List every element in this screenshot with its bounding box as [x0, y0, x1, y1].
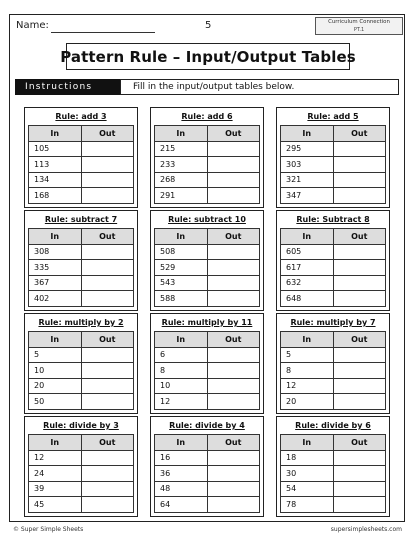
- table-row: [281, 466, 386, 482]
- output-answer-cell[interactable]: [81, 157, 134, 173]
- output-answer-cell[interactable]: [333, 275, 386, 291]
- input-value-cell: 617: [281, 260, 334, 276]
- table-header-row: [29, 229, 134, 245]
- output-answer-cell[interactable]: [207, 394, 260, 410]
- curriculum-connection-label: Curriculum Connection: [328, 19, 390, 25]
- input-value-cell: 20: [281, 394, 334, 410]
- input-value-cell: 50: [29, 394, 82, 410]
- io-table: [280, 125, 386, 204]
- table-rule-title: Rule: divide by 3: [43, 421, 119, 430]
- output-answer-cell[interactable]: [333, 244, 386, 260]
- table-row: [29, 347, 134, 363]
- input-value-cell: 529: [155, 260, 208, 276]
- table-row: [29, 450, 134, 466]
- output-answer-cell[interactable]: [81, 291, 134, 307]
- io-table: [28, 228, 134, 307]
- table-row: [29, 394, 134, 410]
- out-column-header: Out: [207, 332, 260, 348]
- output-answer-cell[interactable]: [207, 141, 260, 157]
- output-answer-cell[interactable]: [207, 157, 260, 173]
- table-row: [155, 141, 260, 157]
- io-table: [154, 125, 260, 204]
- output-answer-cell[interactable]: [207, 481, 260, 497]
- output-answer-cell[interactable]: [207, 450, 260, 466]
- input-value-cell: 48: [155, 481, 208, 497]
- input-value-cell: 10: [155, 378, 208, 394]
- table-header-row: [155, 435, 260, 451]
- output-answer-cell[interactable]: [333, 450, 386, 466]
- table-row: [155, 466, 260, 482]
- output-answer-cell[interactable]: [207, 260, 260, 276]
- out-column-header: Out: [207, 435, 260, 451]
- output-answer-cell[interactable]: [81, 347, 134, 363]
- in-column-header: In: [29, 229, 82, 245]
- in-column-header: In: [281, 435, 334, 451]
- input-value-cell: 367: [29, 275, 82, 291]
- output-answer-cell[interactable]: [333, 378, 386, 394]
- input-value-cell: 105: [29, 141, 82, 157]
- table-rule-title: Rule: divide by 4: [169, 421, 245, 430]
- output-answer-cell[interactable]: [81, 260, 134, 276]
- input-value-cell: 295: [281, 141, 334, 157]
- instructions-label: Instructions: [15, 79, 120, 95]
- output-answer-cell[interactable]: [207, 291, 260, 307]
- page-number: 5: [205, 20, 212, 31]
- input-value-cell: 6: [155, 347, 208, 363]
- output-answer-cell[interactable]: [207, 466, 260, 482]
- output-answer-cell[interactable]: [81, 481, 134, 497]
- table-row: [29, 157, 134, 173]
- output-answer-cell[interactable]: [81, 450, 134, 466]
- input-value-cell: 10: [29, 363, 82, 379]
- input-value-cell: 233: [155, 157, 208, 173]
- output-answer-cell[interactable]: [81, 394, 134, 410]
- input-value-cell: 605: [281, 244, 334, 260]
- table-row: [155, 497, 260, 513]
- input-value-cell: 36: [155, 466, 208, 482]
- input-value-cell: 402: [29, 291, 82, 307]
- output-answer-cell[interactable]: [207, 188, 260, 204]
- footer-website: supersimplesheets.com: [330, 526, 402, 533]
- io-table: [154, 331, 260, 410]
- table-row: [281, 347, 386, 363]
- input-value-cell: 291: [155, 188, 208, 204]
- input-value-cell: 39: [29, 481, 82, 497]
- table-header-row: [281, 435, 386, 451]
- out-column-header: Out: [207, 126, 260, 142]
- output-answer-cell[interactable]: [333, 157, 386, 173]
- out-column-header: Out: [81, 332, 134, 348]
- table-row: [155, 450, 260, 466]
- curriculum-connection-code: PT.1: [353, 27, 365, 33]
- input-value-cell: 78: [281, 497, 334, 513]
- table-header-row: [29, 332, 134, 348]
- table-row: [281, 363, 386, 379]
- table-row: [281, 157, 386, 173]
- in-column-header: In: [29, 126, 82, 142]
- input-value-cell: 30: [281, 466, 334, 482]
- in-column-header: In: [155, 332, 208, 348]
- output-answer-cell[interactable]: [333, 394, 386, 410]
- table-row: [29, 141, 134, 157]
- table-rule-title: Rule: add 5: [307, 112, 359, 121]
- output-answer-cell[interactable]: [333, 291, 386, 307]
- curriculum-connection-box: [315, 17, 403, 35]
- input-value-cell: 543: [155, 275, 208, 291]
- input-value-cell: 321: [281, 172, 334, 188]
- table-row: [29, 275, 134, 291]
- output-answer-cell[interactable]: [333, 141, 386, 157]
- output-answer-cell[interactable]: [81, 363, 134, 379]
- input-value-cell: 632: [281, 275, 334, 291]
- input-value-cell: 64: [155, 497, 208, 513]
- table-row: [155, 347, 260, 363]
- input-value-cell: 16: [155, 450, 208, 466]
- io-table-card: [24, 107, 138, 208]
- input-value-cell: 113: [29, 157, 82, 173]
- io-table: [280, 434, 386, 513]
- input-value-cell: 8: [281, 363, 334, 379]
- input-value-cell: 5: [29, 347, 82, 363]
- output-answer-cell[interactable]: [81, 172, 134, 188]
- output-answer-cell[interactable]: [81, 497, 134, 513]
- io-table-card: [276, 107, 390, 208]
- input-value-cell: 215: [155, 141, 208, 157]
- input-value-cell: 268: [155, 172, 208, 188]
- table-rule-title: Rule: divide by 6: [295, 421, 371, 430]
- table-header-row: [155, 332, 260, 348]
- table-row: [281, 497, 386, 513]
- input-value-cell: 303: [281, 157, 334, 173]
- table-header-row: [29, 126, 134, 142]
- output-answer-cell[interactable]: [207, 497, 260, 513]
- table-row: [155, 378, 260, 394]
- io-table-card: [150, 416, 264, 517]
- output-answer-cell[interactable]: [81, 244, 134, 260]
- output-answer-cell[interactable]: [333, 363, 386, 379]
- table-row: [155, 244, 260, 260]
- input-value-cell: 335: [29, 260, 82, 276]
- footer-copyright: © Super Simple Sheets: [13, 526, 84, 533]
- output-answer-cell[interactable]: [81, 141, 134, 157]
- io-table: [28, 125, 134, 204]
- input-value-cell: 588: [155, 291, 208, 307]
- in-column-header: In: [281, 229, 334, 245]
- input-value-cell: 8: [155, 363, 208, 379]
- io-table: [28, 434, 134, 513]
- io-table-card: [150, 107, 264, 208]
- table-row: [281, 275, 386, 291]
- input-value-cell: 54: [281, 481, 334, 497]
- output-answer-cell[interactable]: [333, 497, 386, 513]
- output-answer-cell[interactable]: [333, 188, 386, 204]
- io-table: [154, 434, 260, 513]
- table-row: [155, 291, 260, 307]
- table-header-row: [281, 229, 386, 245]
- worksheet-title: Pattern Rule – Input/Output Tables: [60, 47, 356, 66]
- name-input-line[interactable]: [51, 32, 155, 33]
- table-row: [281, 141, 386, 157]
- io-table: [28, 331, 134, 410]
- table-header-row: [281, 126, 386, 142]
- io-table-card: [24, 416, 138, 517]
- input-value-cell: 308: [29, 244, 82, 260]
- output-answer-cell[interactable]: [81, 188, 134, 204]
- table-rule-title: Rule: multiply by 2: [38, 318, 124, 327]
- table-row: [281, 244, 386, 260]
- out-column-header: Out: [333, 126, 386, 142]
- table-row: [281, 260, 386, 276]
- output-answer-cell[interactable]: [207, 363, 260, 379]
- table-rule-title: Rule: subtract 7: [44, 215, 118, 224]
- table-row: [155, 275, 260, 291]
- worksheet-title-box: [60, 43, 356, 70]
- io-table-card: [24, 313, 138, 414]
- output-answer-cell[interactable]: [333, 466, 386, 482]
- input-value-cell: 12: [29, 450, 82, 466]
- table-row: [281, 481, 386, 497]
- table-row: [155, 260, 260, 276]
- input-value-cell: 134: [29, 172, 82, 188]
- output-answer-cell[interactable]: [333, 172, 386, 188]
- input-value-cell: 18: [281, 450, 334, 466]
- in-column-header: In: [155, 229, 208, 245]
- out-column-header: Out: [333, 435, 386, 451]
- in-column-header: In: [155, 126, 208, 142]
- io-table-card: [150, 210, 264, 311]
- in-column-header: In: [29, 332, 82, 348]
- name-label: Name:: [16, 20, 49, 31]
- table-row: [29, 378, 134, 394]
- table-row: [29, 291, 134, 307]
- table-row: [281, 394, 386, 410]
- table-row: [29, 497, 134, 513]
- io-table-card: [150, 313, 264, 414]
- out-column-header: Out: [81, 229, 134, 245]
- out-column-header: Out: [333, 229, 386, 245]
- output-answer-cell[interactable]: [81, 275, 134, 291]
- table-row: [155, 394, 260, 410]
- table-header-row: [281, 332, 386, 348]
- io-table: [280, 228, 386, 307]
- out-column-header: Out: [81, 435, 134, 451]
- io-table: [280, 331, 386, 410]
- out-column-header: Out: [207, 229, 260, 245]
- input-value-cell: 45: [29, 497, 82, 513]
- table-rule-title: Rule: add 3: [55, 112, 107, 121]
- table-row: [29, 466, 134, 482]
- table-row: [155, 481, 260, 497]
- in-column-header: In: [281, 332, 334, 348]
- output-answer-cell[interactable]: [207, 172, 260, 188]
- io-table-card: [276, 416, 390, 517]
- table-row: [281, 450, 386, 466]
- input-value-cell: 648: [281, 291, 334, 307]
- table-rule-title: Rule: subtract 10: [168, 215, 246, 224]
- table-row: [29, 363, 134, 379]
- output-answer-cell[interactable]: [333, 481, 386, 497]
- input-value-cell: 347: [281, 188, 334, 204]
- table-row: [155, 172, 260, 188]
- output-answer-cell[interactable]: [333, 260, 386, 276]
- input-value-cell: 24: [29, 466, 82, 482]
- table-rule-title: Rule: multiply by 7: [290, 318, 376, 327]
- table-row: [29, 260, 134, 276]
- input-value-cell: 12: [155, 394, 208, 410]
- input-value-cell: 508: [155, 244, 208, 260]
- output-answer-cell[interactable]: [333, 347, 386, 363]
- io-table-card: [276, 210, 390, 311]
- input-value-cell: 5: [281, 347, 334, 363]
- table-header-row: [155, 126, 260, 142]
- instructions-text: Fill in the input/output tables below.: [120, 79, 399, 95]
- table-row: [281, 188, 386, 204]
- table-row: [281, 378, 386, 394]
- in-column-header: In: [281, 126, 334, 142]
- table-row: [29, 188, 134, 204]
- table-header-row: [29, 435, 134, 451]
- input-value-cell: 12: [281, 378, 334, 394]
- output-answer-cell[interactable]: [207, 244, 260, 260]
- io-table-card: [24, 210, 138, 311]
- table-rule-title: Rule: multiply by 11: [161, 318, 253, 327]
- out-column-header: Out: [333, 332, 386, 348]
- output-answer-cell[interactable]: [207, 347, 260, 363]
- table-rule-title: Rule: Subtract 8: [296, 215, 370, 224]
- table-row: [29, 481, 134, 497]
- out-column-header: Out: [81, 126, 134, 142]
- table-row: [155, 188, 260, 204]
- output-answer-cell[interactable]: [81, 378, 134, 394]
- table-row: [155, 363, 260, 379]
- table-row: [29, 172, 134, 188]
- table-row: [281, 291, 386, 307]
- table-rule-title: Rule: add 6: [181, 112, 233, 121]
- table-row: [29, 244, 134, 260]
- io-table-card: [276, 313, 390, 414]
- in-column-header: In: [155, 435, 208, 451]
- table-header-row: [155, 229, 260, 245]
- output-answer-cell[interactable]: [207, 378, 260, 394]
- input-value-cell: 20: [29, 378, 82, 394]
- in-column-header: In: [29, 435, 82, 451]
- table-row: [281, 172, 386, 188]
- io-table: [154, 228, 260, 307]
- input-value-cell: 168: [29, 188, 82, 204]
- output-answer-cell[interactable]: [81, 466, 134, 482]
- output-answer-cell[interactable]: [207, 275, 260, 291]
- table-row: [155, 157, 260, 173]
